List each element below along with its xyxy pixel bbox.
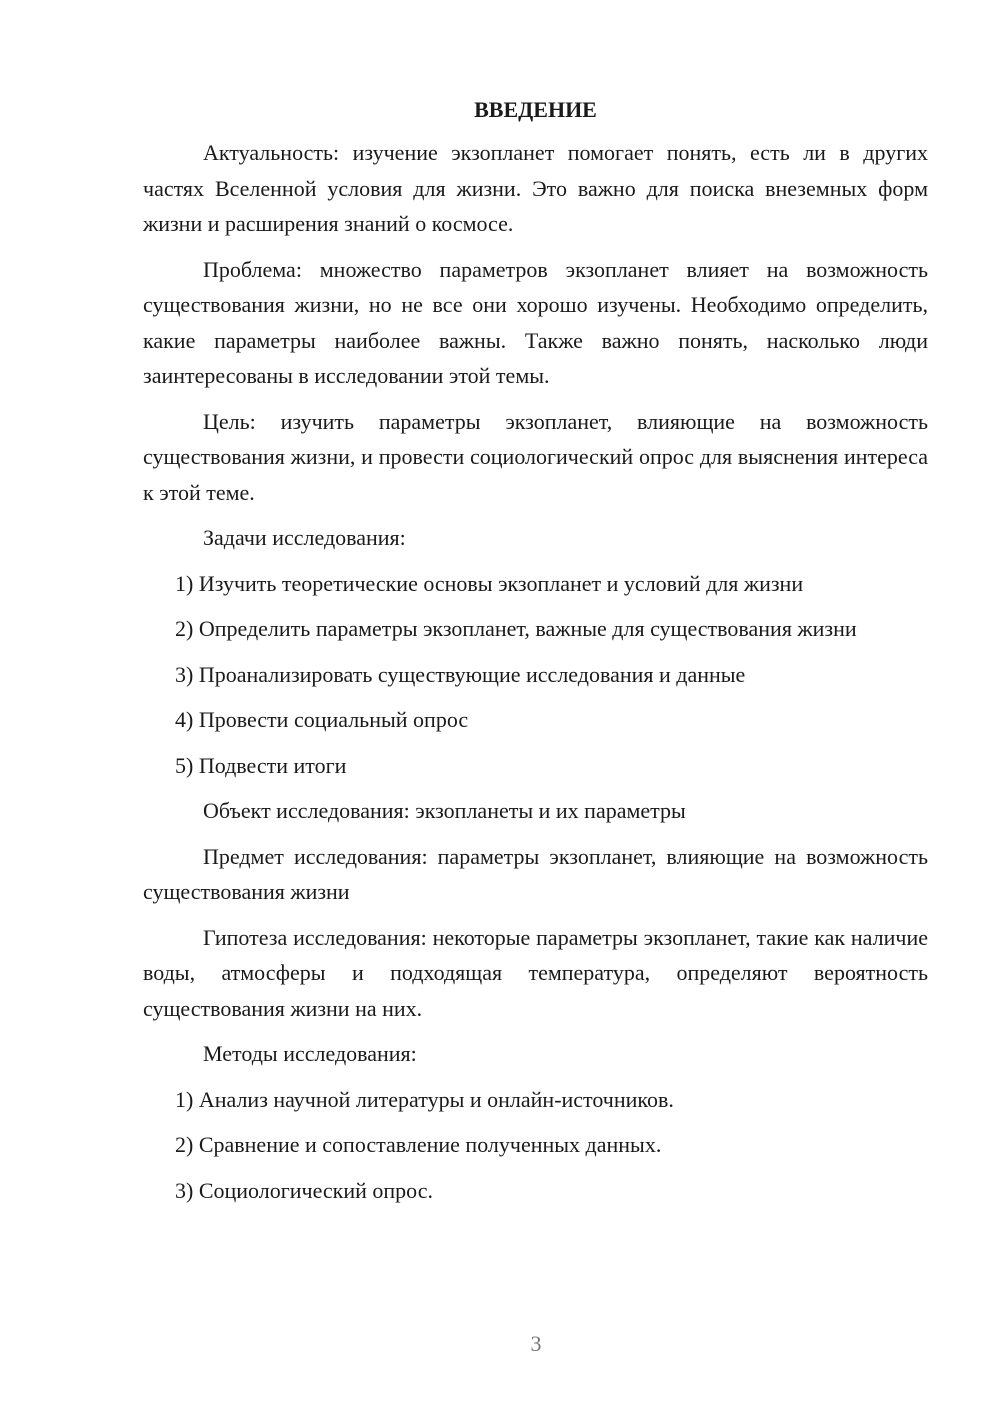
document-page bbox=[143, 90, 928, 1218]
problem-paragraph: Проблема: множество параметров экзопланет влияет на возможность существования жизни, но не все они хорошо изучены. Необходимо определить, какие параметры наиболее важны. Также важно понять, насколько люди заинтересованы в исследовании этой темы. bbox=[143, 256, 928, 388]
task-item-3: 3) Проанализировать существующие исследования и данные bbox=[175, 661, 746, 687]
task-item-2: 2) Определить параметры экзопланет, важные для существования жизни bbox=[175, 616, 857, 641]
task-item-1: 1) Изучить теоретические основы экзопланет и условий для жизни bbox=[175, 570, 804, 596]
tasks-heading: Задачи исследования: bbox=[203, 525, 406, 550]
subject-paragraph: Предмет исследования: параметры экзопланет, влияющие на возможность существования жизни bbox=[143, 843, 928, 904]
method-item-1: 1) Анализ научной литературы и онлайн-источников. bbox=[175, 1086, 674, 1112]
task-item-5: 5) Подвести итоги bbox=[175, 752, 347, 778]
methods-heading: Методы исследования: bbox=[203, 1041, 417, 1066]
relevance-paragraph: Актуальность: изучение экзопланет помогает понять, есть ли в других частях Вселенной условия для жизни. Это важно для поиска внеземных форм жизни и расширения знаний о космосе. bbox=[143, 140, 928, 236]
object-paragraph: Объект исследования: экзопланеты и их параметры bbox=[203, 798, 686, 823]
task-item-4: 4) Провести социальный опрос bbox=[175, 707, 469, 732]
method-item-2: 2) Сравнение и сопоставление полученных данных. bbox=[175, 1132, 662, 1157]
page-number: 3 bbox=[530, 1331, 542, 1356]
section-title: ВВЕДЕНИЕ bbox=[474, 97, 597, 122]
goal-paragraph: Цель: изучить параметры экзопланет, влияющие на возможность существования жизни, и провести социологический опрос для выяснения интереса к этой теме. bbox=[143, 408, 928, 505]
method-item-3: 3) Социологический опрос. bbox=[175, 1177, 433, 1203]
hypothesis-paragraph: Гипотеза исследования: некоторые параметры экзопланет, такие как наличие воды, атмосферы и подходящая температура, определяют вероятность существования жизни на них. bbox=[143, 924, 928, 1021]
